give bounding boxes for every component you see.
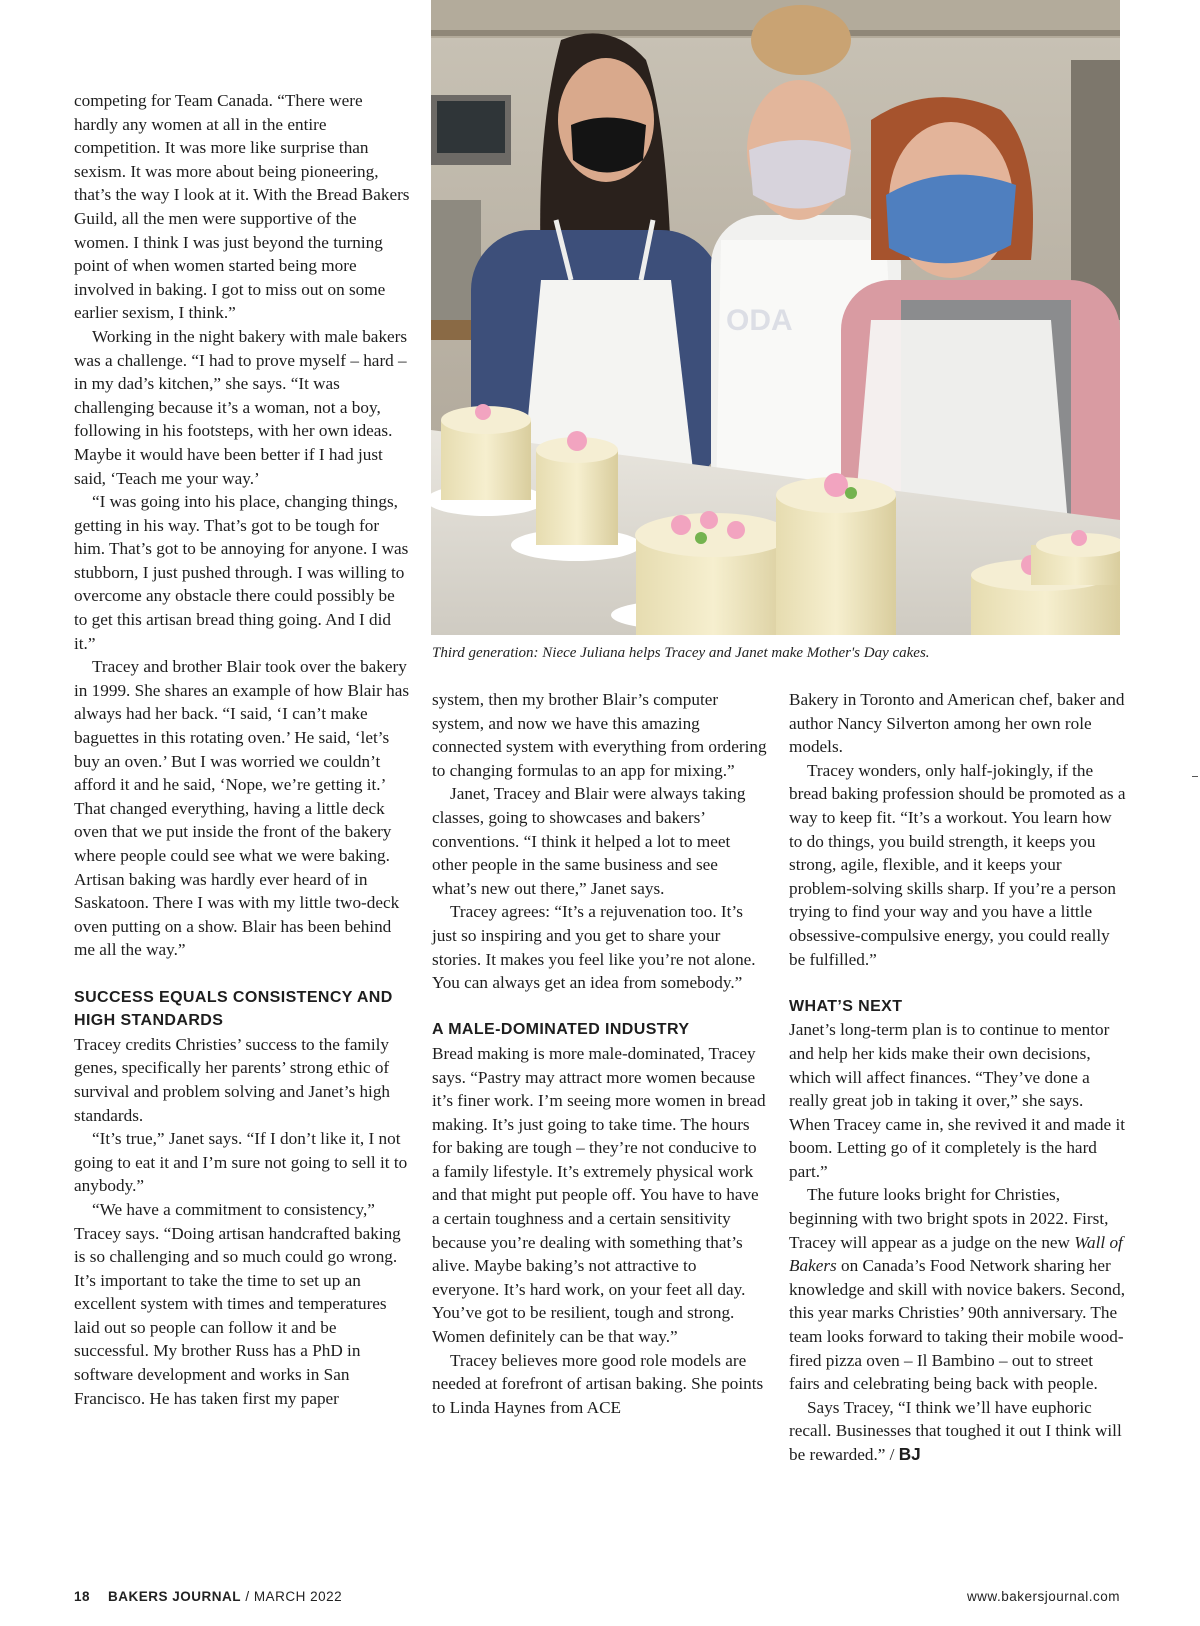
paragraph: system, then my brother Blair’s computer system, and now we have this amazing connected system with everything from ordering to changing formulas to an app for mixing.” [432, 690, 767, 780]
author-signoff: BJ [898, 1444, 921, 1464]
article-column-1 [74, 89, 410, 1410]
article-column-3 [789, 688, 1126, 1467]
paragraph: Janet’s long-term plan is to continue to mentor and help her kids make their own decisions, which will affect finances. “They’ve done a really great job in taking it over,” she says. When Tracey came in, she revived it and made it boom. Letting go of it completely is the hard part.” [789, 1020, 1126, 1181]
margin-mark [1192, 776, 1198, 777]
paragraph: Working in the night bakery with male bakers was a challenge. “I had to prove myself – hard – in my dad’s kitchen,” she says. “It was challenging because it’s a woman, not a boy, following in his footsteps, with her own ideas. Maybe it would have been better if I had just said, ‘Teach me your way.’ [74, 326, 408, 488]
paragraph: “It’s true,” Janet says. “If I don’t like it, I not going to eat it and I’m sure not going to sell it to anybody.” [74, 1129, 408, 1196]
paragraph: competing for Team Canada. “There were hardly any women at all in the entire competition. It was more like surprise than sexism. It was more about being pioneering, that’s the way I look at it. With the Bread Bakers Guild, all the men were supportive of the women. I think I was just beyond the turning point of when women started being more involved in baking. I got to miss out on some earlier sexism, I think.” [74, 91, 410, 323]
text-run: on Canada’s Food Network sharing her knowledge and skill with novice bakers. Second, this year marks Christies’ 90th anniversary. The team looks forward to taking their mobile wood-fired pizza oven – Il Bambino – out to street fairs and celebrating being back with people. [789, 1256, 1126, 1394]
show-title: Wall of Bakers [789, 1232, 1123, 1276]
photo-caption: Third generation: Niece Juliana helps Tracey and Janet make Mother's Day cakes. [432, 645, 930, 661]
paragraph [789, 1183, 1126, 1395]
paragraph: Bread making is more male-dominated, Tracey says. “Pastry may attract more women because it’s finer work. I’m seeing more women in bread making. It’s just going to take time. The hours for baking are tough – they’re not conducive to a family lifestyle. It’s extremely physical work and that might put people off. You have to have a certain toughness and a certain sensitivity because you’re dealing with something that’s alive. Maybe baking’s not attractive to everyone. It’s hard work, on your feet all day. You’ve got to be resilient, tough and strong. Women definitely can be that way.” [432, 1043, 766, 1347]
paragraph: Tracey agrees: “It’s a rejuvenation too. It’s just so inspiring and you get to share your stories. It makes you feel like you’re not alone. You can always get an idea from somebody.” [432, 902, 756, 993]
text-run: The future looks bright for Christies, beginning with two bright spots in 2022. First, Tracey will appear as a judge on the new [789, 1185, 1109, 1252]
paragraph: Tracey and brother Blair took over the bakery in 1999. She shares an example of how Blair has always had her back. “I said, ‘I can’t make baguettes in this rotating oven.’ He said, ‘let’s buy an oven.’ But I was worried we couldn’t afford it and he said, ‘Nope, we’re getting it.’ That changed everything, having a little deck oven that we put inside the front of the bakery where people could see what we were baking. Artisan baking was hardly ever heard of in Saskatoon. There I was with my little two-deck oven putting on a show. Blair has been behind me all the way.” [74, 657, 410, 960]
bakery-photo-illustration [431, 0, 1120, 635]
page-number: 18 [74, 1589, 91, 1604]
website-url: www.bakersjournal.com [966, 1589, 1120, 1604]
section-heading: SUCCESS EQUALS CONSISTENCY AND HIGH STANDARDS [74, 988, 393, 1030]
paragraph: “I was going into his place, changing things, getting in his way. That’s got to be tough for him. That’s got to be annoying for anyone. I was stubborn, I just pushed through. I was willing to overcome any obstacle there could possibly be to get this artisan bread thing going. And I did it.” [74, 492, 409, 653]
magazine-name: BAKERS JOURNAL [108, 1589, 242, 1604]
feature-photo [431, 0, 1120, 635]
issue-date: / MARCH 2022 [245, 1589, 343, 1604]
paragraph [789, 1396, 1126, 1467]
paragraph: “We have a commitment to consistency,” Tracey says. “Doing artisan handcrafted baking is so challenging and so much could go wrong. It’s important to take the time to set up an excellent system with times and temperatures laid out so people can follow it and be successful. My brother Russ has a PhD in software development and works in San Francisco. He has taken first my paper [74, 1199, 401, 1408]
article-column-2 [432, 688, 767, 1419]
paragraph: Bakery in Toronto and American chef, baker and author Nancy Silverton among her own role models. [789, 690, 1125, 757]
page-footer [74, 1589, 1120, 1609]
text-run: Says Tracey, “I think we’ll have euphoric recall. Businesses that toughed it out I think will be rewarded.” / [789, 1397, 1122, 1464]
paragraph: Tracey credits Christies’ success to the family genes, specifically her parents’ strong ethic of survival and problem solving and Janet’s high standards. [74, 1034, 391, 1125]
paragraph: Tracey believes more good role models are needed at forefront of artisan baking. She points to Linda Haynes from ACE [432, 1350, 764, 1417]
section-heading: A MALE-DOMINATED INDUSTRY [432, 1021, 690, 1039]
section-heading: WHAT’S NEXT [789, 997, 903, 1015]
paragraph: Janet, Tracey and Blair were always taking classes, going to showcases and bakers’ conventions. “I think it helped a lot to meet other people in the same business and see what’s new out there,” Janet says. [432, 784, 746, 898]
paragraph: Tracey wonders, only half-jokingly, if the bread baking profession should be promoted as a way to keep fit. “It’s a workout. You learn how to do things, you build strength, it keeps you strong, agile, flexible, and it keeps your problem-solving skills sharp. If you’re a person trying to find your way and you have a little obsessive-compulsive energy, you could really be fulfilled.” [789, 760, 1126, 969]
